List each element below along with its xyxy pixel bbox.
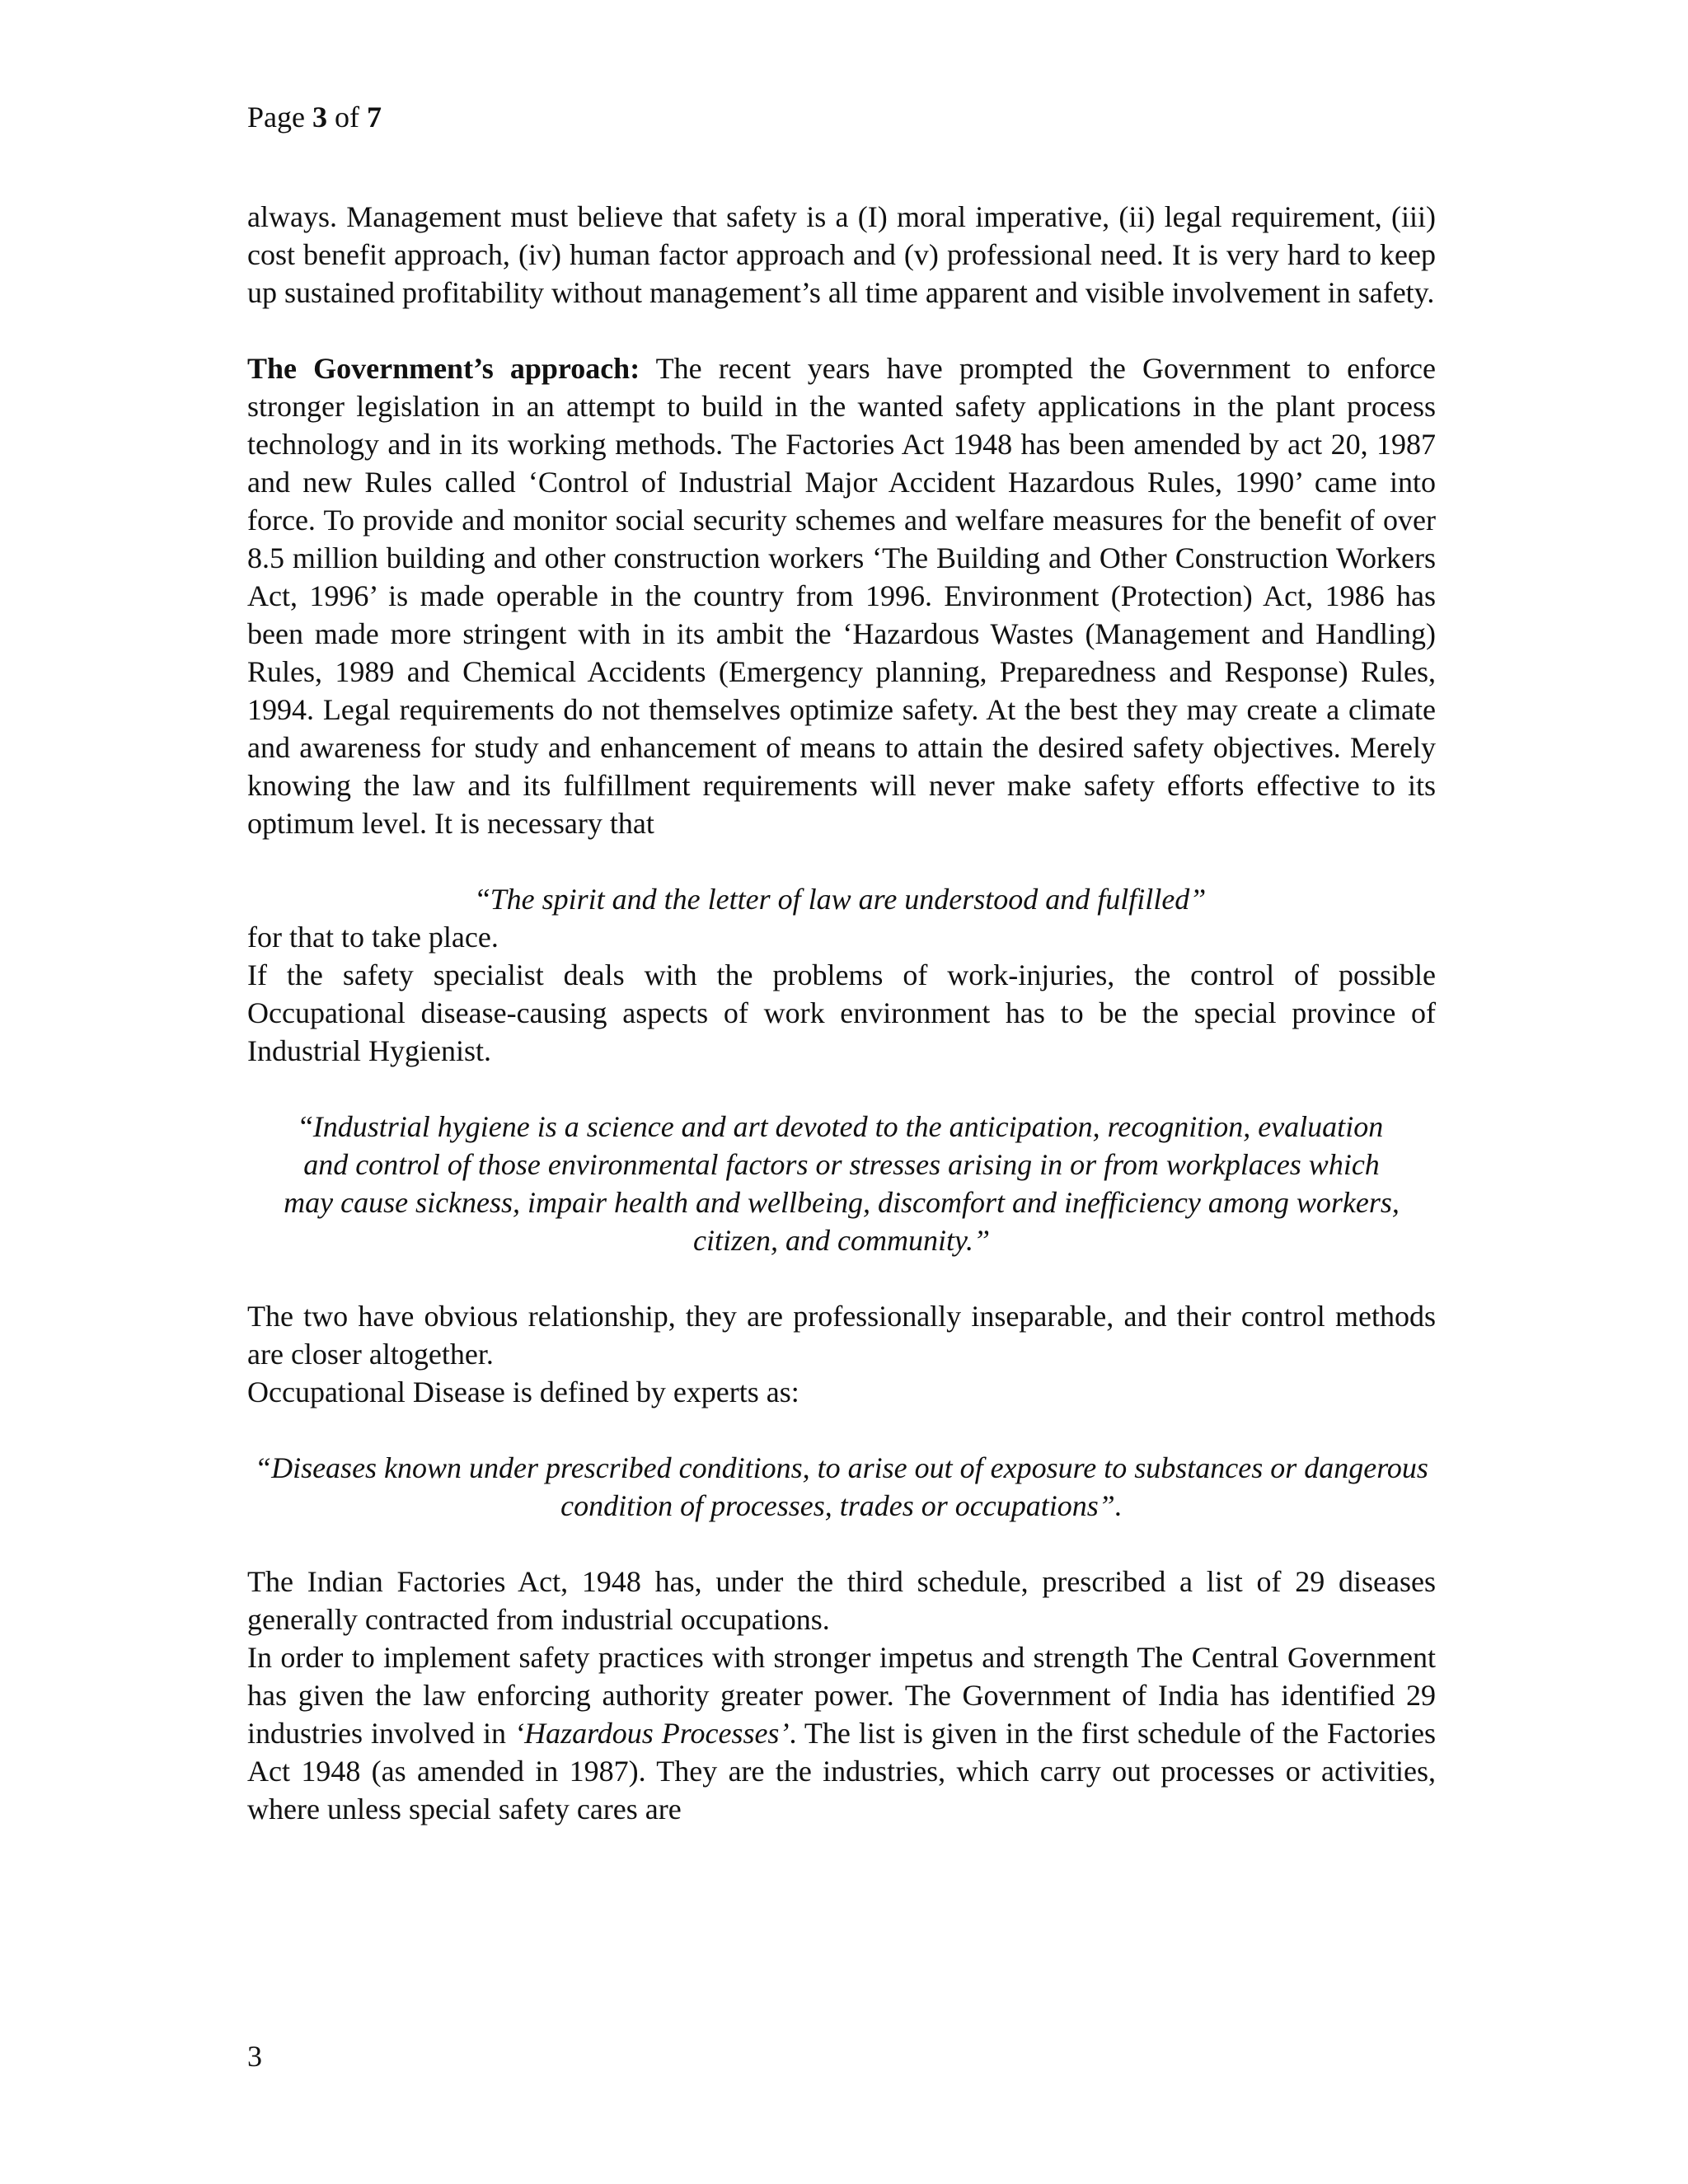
spacer: [247, 312, 1436, 349]
paragraph-hazardous-processes-start: In order to implement safety practices with stronger impetus and strength The Central Government has given the law enforcing authority greater power. The Government of India has identified 29 industries involved in: [247, 1641, 1436, 1750]
quote-occupational-disease-definition: “Diseases known under prescribed conditions, to arise out of exposure to substances or dangerous condition of processes, trades or occupations”.: [255, 1451, 1428, 1522]
quote-open-mark: “: [299, 1110, 313, 1143]
footer-page-number: 3: [247, 2040, 262, 2073]
page-header: [247, 97, 382, 137]
section-heading-government-approach: The Government’s approach:: [247, 352, 640, 385]
total-pages-number: 7: [366, 101, 382, 134]
term-hazardous-processes: ‘Hazardous Processes’: [514, 1717, 790, 1750]
paragraph-management-safety: always. Management must believe that safety is a (I) moral imperative, (ii) legal requirement, (iii) cost benefit approach, (iv) human factor approach and (v) professional need. It is very hard to keep up sustained profitability without management’s all time apparent and visible involvement in safety.: [247, 200, 1436, 309]
spacer: [247, 1070, 1436, 1108]
quote-industrial-hygiene-text: Industrial hygiene is a science and art devoted to the anticipation, recognition, evaluation and control of those environmental factors or stresses arising in or from workplaces which may cause sickness, impair health and wellbeing, discomfort and inefficiency among workers, citizen, and community.”: [284, 1110, 1400, 1257]
spacer: [247, 1411, 1436, 1449]
quote-spirit-of-law-text: The spirit and the letter of law are understood and fulfilled”: [490, 883, 1207, 916]
document-body: [247, 198, 1436, 1828]
quote-open-mark: “: [476, 883, 490, 916]
paragraph-occupational-disease-intro: Occupational Disease is defined by experts as:: [247, 1376, 799, 1408]
page-label: Page: [247, 101, 312, 134]
paragraph-industrial-hygienist: If the safety specialist deals with the problems of work-injuries, the control of possible Occupational disease-causing aspects of work environment has to be the special province of Industrial Hygienist.: [247, 958, 1436, 1067]
paragraph-government-approach-body: The recent years have prompted the Government to enforce stronger legislation in an attempt to build in the wanted safety applications in the plant process technology and in its working methods. The Factories Act 1948 has been amended by act 20, 1987 and new Rules called ‘Control of Industrial Major Accident Hazardous Rules, 1990’ came into force. To provide and monitor social security schemes and welfare measures for the benefit of over 8.5 million building and other construction workers ‘The Building and Other Construction Workers Act, 1996’ is made operable in the country from 1996. Environment (Protection) Act, 1986 has been made more stringent with in its ambit the ‘Hazardous Wastes (Management and Handling) Rules, 1989 and Chemical Accidents (Emergency planning, Preparedness and Response) Rules, 1994. Legal requirements do not themselves optimize safety. At the best they may create a climate and awareness for study and enhancement of means to attain the desired safety objectives. Merely knowing the law and its fulfillment requirements will never make safety efforts effective to its optimum level. It is necessary that: [247, 352, 1436, 840]
paragraph-hazardous-processes-end: . The list is given in the first schedule of the Factories Act 1948 (as amended in 1987). They are the industries, which carry out processes or activities, where unless special safety cares are: [247, 1717, 1437, 1825]
paragraph-government-approach: [247, 349, 1436, 842]
quote-industrial-hygiene-definition: [247, 1108, 1436, 1259]
page-of-label: of: [326, 101, 367, 134]
paragraph-hazardous-processes: [247, 1638, 1436, 1828]
paragraph-relationship: The two have obvious relationship, they are professionally inseparable, and their control methods are closer altogether.: [247, 1300, 1436, 1371]
paragraph-factories-act-diseases: The Indian Factories Act, 1948 has, under the third schedule, prescribed a list of 29 diseases generally contracted from industrial occupations.: [247, 1565, 1436, 1636]
quote-spirit-of-law: [247, 880, 1436, 918]
current-page-number: 3: [312, 101, 327, 134]
spacer: [247, 842, 1436, 880]
paragraph-for-that-to-take-place: for that to take place.: [247, 921, 499, 954]
spacer: [247, 1259, 1436, 1297]
spacer: [247, 1525, 1436, 1563]
